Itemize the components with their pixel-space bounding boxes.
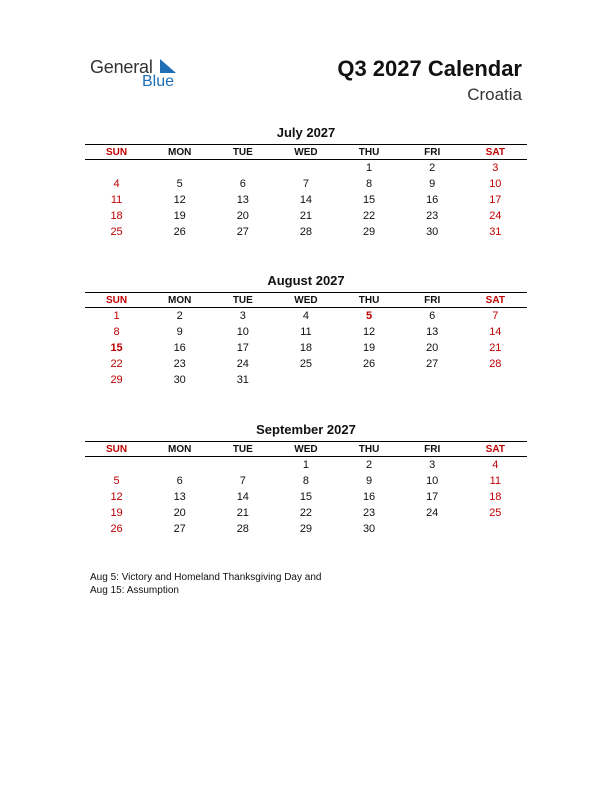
day-cell: 30 bbox=[362, 523, 376, 535]
weekday-label: SAT bbox=[485, 146, 505, 158]
week-row bbox=[85, 324, 527, 340]
day-cell: 24 bbox=[426, 507, 439, 519]
week-row bbox=[85, 224, 527, 240]
day-cell: 18 bbox=[299, 342, 313, 354]
week-row bbox=[85, 356, 527, 372]
weekday-label: FRI bbox=[424, 294, 441, 306]
day-cell: 29 bbox=[299, 523, 313, 535]
country-name: Croatia bbox=[467, 85, 522, 104]
weekday-label: MON bbox=[168, 294, 192, 306]
weekday-label: TUE bbox=[232, 443, 253, 455]
day-cell: 21 bbox=[299, 210, 313, 222]
day-cell: 2 bbox=[176, 310, 183, 322]
day-cell: 9 bbox=[176, 326, 183, 338]
day-cell: 22 bbox=[110, 358, 123, 370]
weekday-label: SUN bbox=[106, 294, 128, 306]
day-cell: 18 bbox=[110, 210, 123, 222]
day-cell: 12 bbox=[362, 326, 376, 338]
day-cell: 13 bbox=[426, 326, 439, 338]
day-cell: 31 bbox=[236, 374, 249, 386]
page-title: Q3 2027 Calendar bbox=[337, 56, 522, 81]
day-cell: 14 bbox=[489, 326, 502, 338]
day-cell: 17 bbox=[489, 194, 502, 206]
weekday-header bbox=[85, 441, 527, 457]
day-cell: 9 bbox=[366, 475, 373, 487]
day-cell: 7 bbox=[239, 475, 246, 487]
day-cell: 4 bbox=[492, 459, 499, 471]
day-cell: 1 bbox=[302, 459, 309, 471]
day-cell: 27 bbox=[236, 226, 249, 238]
month-title: July 2027 bbox=[276, 125, 336, 140]
day-cell: 19 bbox=[173, 210, 186, 222]
day-cell: 5 bbox=[366, 310, 373, 322]
day-cell: 14 bbox=[236, 491, 249, 503]
day-cell: 17 bbox=[426, 491, 439, 503]
day-cell: 23 bbox=[362, 507, 376, 519]
week-row bbox=[85, 208, 527, 224]
day-cell: 16 bbox=[173, 342, 186, 354]
weekday-label: MON bbox=[168, 146, 192, 158]
month-title: August 2027 bbox=[267, 273, 345, 288]
weekday-label: FRI bbox=[424, 443, 441, 455]
week-row bbox=[85, 192, 527, 208]
day-cell: 3 bbox=[239, 310, 246, 322]
day-cell: 20 bbox=[426, 342, 439, 354]
day-cell: 13 bbox=[236, 194, 249, 206]
week-row bbox=[85, 340, 527, 356]
logo-text-general: General bbox=[90, 57, 153, 77]
day-cell: 17 bbox=[236, 342, 249, 354]
day-cell: 22 bbox=[362, 210, 376, 222]
holiday-note: Aug 15: Assumption bbox=[90, 585, 179, 596]
month-block bbox=[85, 273, 527, 388]
week-row bbox=[85, 489, 527, 505]
day-cell: 8 bbox=[302, 475, 309, 487]
day-cell: 8 bbox=[113, 326, 120, 338]
day-cell: 20 bbox=[173, 507, 186, 519]
week-row bbox=[85, 176, 527, 192]
day-cell: 10 bbox=[489, 178, 502, 190]
day-cell: 29 bbox=[362, 226, 376, 238]
day-cell: 8 bbox=[366, 178, 373, 190]
weekday-label: SAT bbox=[485, 443, 505, 455]
day-cell: 5 bbox=[113, 475, 120, 487]
day-cell: 12 bbox=[173, 194, 186, 206]
day-cell: 19 bbox=[110, 507, 123, 519]
day-cell: 27 bbox=[426, 358, 439, 370]
weekday-label: WED bbox=[294, 146, 318, 158]
day-cell: 25 bbox=[299, 358, 313, 370]
weekday-label: WED bbox=[294, 294, 318, 306]
week-row bbox=[85, 505, 527, 521]
weekday-label: WED bbox=[294, 443, 318, 455]
day-cell: 26 bbox=[173, 226, 186, 238]
day-cell: 1 bbox=[366, 162, 373, 174]
day-cell: 2 bbox=[429, 162, 436, 174]
logo-text-blue: Blue bbox=[142, 73, 175, 90]
week-row bbox=[85, 457, 527, 473]
day-cell: 12 bbox=[110, 491, 123, 503]
day-cell: 16 bbox=[362, 491, 376, 503]
day-cell: 15 bbox=[110, 342, 123, 354]
week-row bbox=[85, 160, 527, 176]
weekday-label: SAT bbox=[485, 294, 505, 306]
day-cell: 11 bbox=[110, 194, 123, 206]
day-cell: 5 bbox=[176, 178, 183, 190]
day-cell: 26 bbox=[110, 523, 123, 535]
weekday-label: SUN bbox=[106, 146, 128, 158]
day-cell: 3 bbox=[492, 162, 499, 174]
weekday-label: TUE bbox=[232, 146, 253, 158]
day-cell: 26 bbox=[362, 358, 376, 370]
day-cell: 19 bbox=[362, 342, 376, 354]
day-cell: 11 bbox=[489, 475, 502, 487]
weekday-label: MON bbox=[168, 443, 192, 455]
day-cell: 20 bbox=[236, 210, 249, 222]
day-cell: 18 bbox=[489, 491, 502, 503]
weekday-header bbox=[85, 144, 527, 160]
day-cell: 29 bbox=[110, 374, 123, 386]
day-cell: 2 bbox=[366, 459, 373, 471]
day-cell: 7 bbox=[302, 178, 309, 190]
day-cell: 11 bbox=[300, 326, 312, 338]
day-cell: 24 bbox=[236, 358, 249, 370]
day-cell: 25 bbox=[110, 226, 123, 238]
day-cell: 27 bbox=[173, 523, 186, 535]
day-cell: 6 bbox=[239, 178, 246, 190]
day-cell: 13 bbox=[173, 491, 186, 503]
day-cell: 28 bbox=[489, 358, 502, 370]
day-cell: 25 bbox=[489, 507, 502, 519]
day-cell: 30 bbox=[173, 374, 186, 386]
day-cell: 28 bbox=[299, 226, 313, 238]
day-cell: 9 bbox=[429, 178, 436, 190]
day-cell: 21 bbox=[489, 342, 502, 354]
day-cell: 23 bbox=[426, 210, 439, 222]
holiday-notes bbox=[90, 571, 321, 597]
day-cell: 10 bbox=[426, 475, 439, 487]
day-cell: 4 bbox=[302, 310, 309, 322]
weekday-label: THU bbox=[358, 294, 380, 306]
holiday-note: Aug 5: Victory and Homeland Thanksgiving Day and bbox=[90, 572, 322, 583]
week-row bbox=[85, 308, 527, 324]
day-cell: 6 bbox=[176, 475, 183, 487]
day-cell: 10 bbox=[236, 326, 249, 338]
month-block bbox=[85, 422, 527, 537]
day-cell: 16 bbox=[426, 194, 439, 206]
day-cell: 24 bbox=[489, 210, 502, 222]
day-cell: 14 bbox=[299, 194, 313, 206]
month-block bbox=[85, 125, 527, 240]
day-cell: 31 bbox=[489, 226, 502, 238]
weekday-label: TUE bbox=[232, 294, 253, 306]
day-cell: 3 bbox=[429, 459, 436, 471]
day-cell: 30 bbox=[426, 226, 439, 238]
weekday-label: THU bbox=[358, 146, 380, 158]
week-row bbox=[85, 372, 527, 388]
day-cell: 1 bbox=[113, 310, 120, 322]
week-row bbox=[85, 521, 527, 537]
weekday-header bbox=[85, 292, 527, 308]
weekday-label: FRI bbox=[424, 146, 441, 158]
day-cell: 7 bbox=[492, 310, 499, 322]
day-cell: 15 bbox=[299, 491, 313, 503]
day-cell: 22 bbox=[299, 507, 313, 519]
weekday-label: SUN bbox=[106, 443, 128, 455]
weekday-label: THU bbox=[358, 443, 380, 455]
day-cell: 21 bbox=[236, 507, 249, 519]
day-cell: 6 bbox=[429, 310, 436, 322]
day-cell: 28 bbox=[236, 523, 249, 535]
day-cell: 4 bbox=[113, 178, 120, 190]
day-cell: 15 bbox=[362, 194, 376, 206]
day-cell: 23 bbox=[173, 358, 186, 370]
logo-triangle-icon bbox=[160, 59, 176, 73]
month-title: September 2027 bbox=[256, 422, 356, 437]
week-row bbox=[85, 473, 527, 489]
